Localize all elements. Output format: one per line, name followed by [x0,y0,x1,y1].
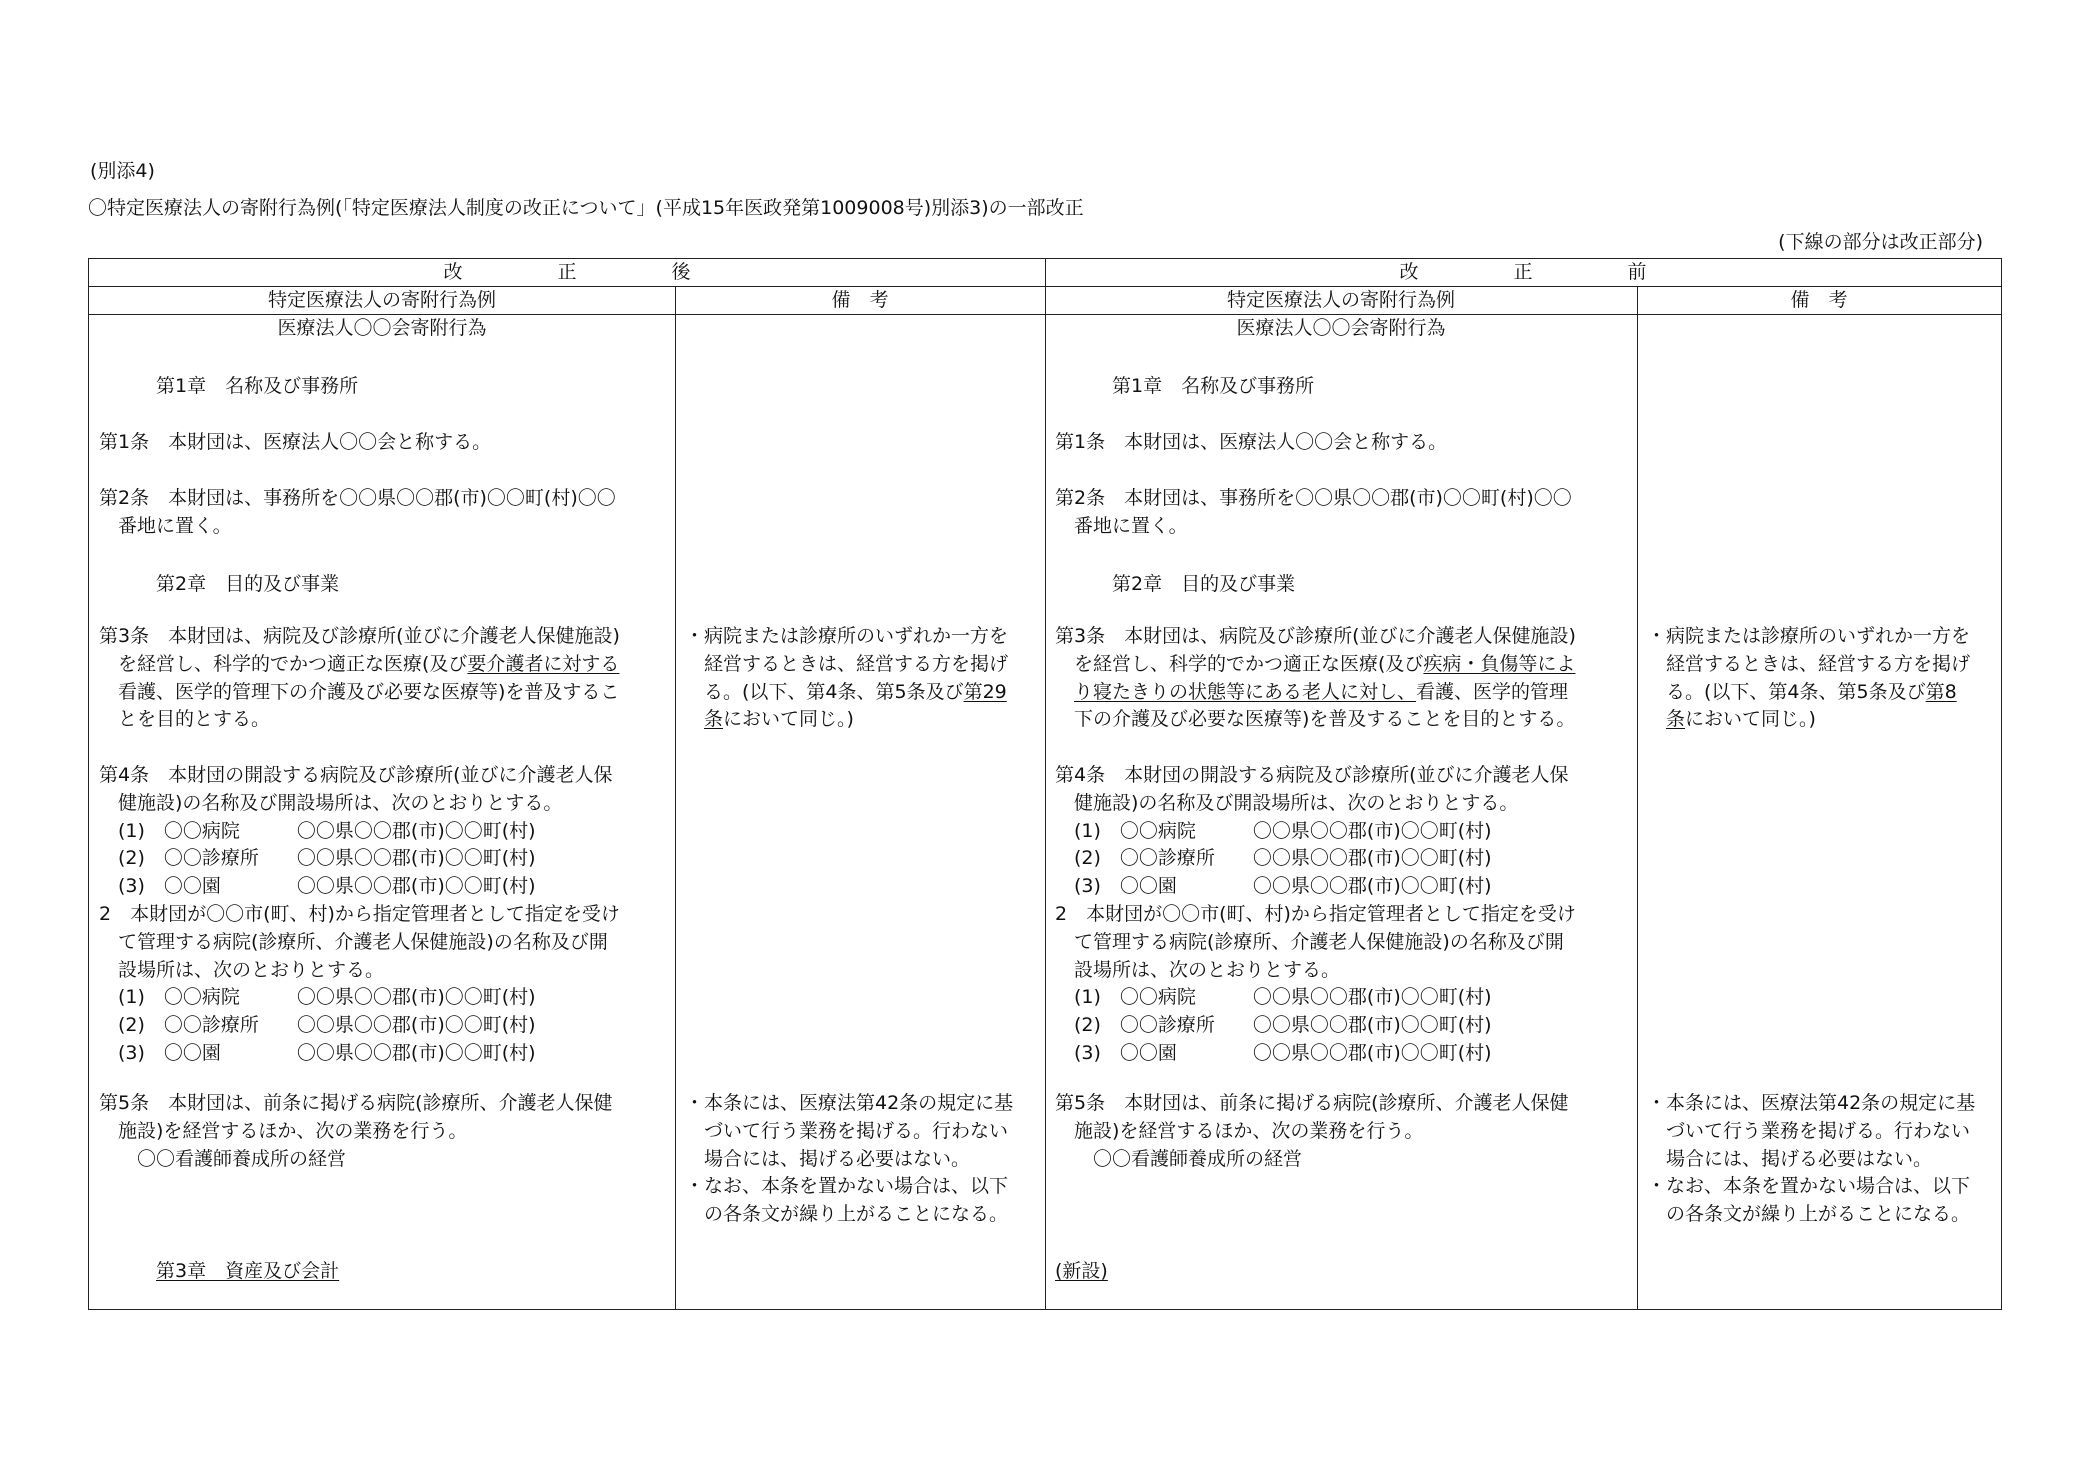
text-line [99,817,536,845]
text-line [1055,789,1518,817]
column-divider [1045,259,1046,1309]
amended-text: 第29 [963,680,1007,703]
text-segment: 第5条 本財団は、前条に掲げる病院(診療所、介護老人保健 [1055,1092,1569,1114]
text-segment: ・病院または診療所のいずれか一方を [1647,625,1971,647]
text-line [99,844,536,872]
attachment-label: (別添4) [90,160,155,182]
text-line [685,678,1007,706]
header-before: 改 正 前 [1399,261,1647,283]
text-line [1055,844,1492,872]
text-segment: 第2条 本財団は、事務所を〇〇県〇〇郡(市)〇〇町(村)〇〇 [99,487,616,509]
text-segment: 看護、医学的管理下の介護及び必要な医療等)を普及するこ [99,680,620,703]
text-line [1055,678,1568,706]
text-line [1647,1089,1975,1117]
text-segment: る。(以下、第4条、第5条及び [1647,680,1926,703]
text-segment: ・なお、本条を置かない場合は、以下 [1647,1175,1971,1198]
text-line [1647,650,1970,678]
text-line [99,428,491,456]
text-line [1055,928,1564,956]
text-segment: (2) 〇〇診療所 〇〇県〇〇郡(市)〇〇町(村) [99,847,536,870]
text-line [1055,1257,1108,1285]
text-line [99,983,536,1011]
text-line [685,650,1008,678]
text-line [685,1172,1008,1200]
text-line [99,484,616,512]
text-segment: 第3条 本財団は、病院及び診療所(並びに介護老人保健施設) [99,625,620,647]
underline-note: (下線の部分は改正部分) [1778,231,1983,253]
text-line [99,1089,613,1117]
text-line [1055,1011,1492,1039]
text-segment: を経営し、科学的でかつ適正な医療(及び [1055,652,1424,675]
amended-text: 要介護者に対する [467,652,620,675]
text-line [89,314,675,342]
text-segment [1055,681,1074,703]
text-segment: 第1条 本財団は、医療法人〇〇会と称する。 [99,431,492,453]
text-line [99,372,358,400]
header-before-remarks: 備 考 [1790,289,1848,311]
text-segment: 第5条 本財団は、前条に掲げる病院(診療所、介護老人保健 [99,1092,613,1114]
text-segment: 2 本財団が〇〇市(町、村)から指定管理者として指定を受け [1055,903,1576,925]
text-segment: (3) 〇〇園 〇〇県〇〇郡(市)〇〇町(村) [99,875,536,898]
text-line [1055,872,1492,900]
text-line [1055,1089,1569,1117]
header-after-remarks: 備 考 [831,289,889,311]
text-segment: 第2章 目的及び事業 [99,573,340,595]
text-segment: 第2条 本財団は、事務所を〇〇県〇〇郡(市)〇〇町(村)〇〇 [1055,487,1572,509]
text-segment: (3) 〇〇園 〇〇県〇〇郡(市)〇〇町(村) [1055,1042,1492,1064]
text-segment: (1) 〇〇病院 〇〇県〇〇郡(市)〇〇町(村) [1055,986,1492,1009]
text-segment: 番地に置く。 [99,514,232,537]
comparison-table [88,258,2002,1310]
text-line [99,705,270,733]
text-line [1055,1039,1492,1067]
amended-text: 第3章 資産及び会計 [156,1260,340,1282]
text-segment: (1) 〇〇病院 〇〇県〇〇郡(市)〇〇町(村) [99,986,536,1009]
text-line [1647,1200,1970,1228]
text-segment: ・本条には、医療法第42条の規定に基 [1647,1092,1976,1114]
text-line [99,1145,346,1173]
text-line [99,1117,467,1145]
text-line [685,1117,1008,1145]
header-after: 改 正 後 [443,261,691,283]
text-segment: (1) 〇〇病院 〇〇県〇〇郡(市)〇〇町(村) [99,819,536,842]
text-line [685,622,1008,650]
text-line [685,705,854,733]
text-segment: 番地に置く。 [1055,514,1188,537]
text-line [1647,1117,1970,1145]
text-segment: 医療法人〇〇会寄附行為 [277,317,487,339]
text-segment: ・病院または診療所のいずれか一方を [685,625,1009,647]
text-segment: (1) 〇〇病院 〇〇県〇〇郡(市)〇〇町(村) [1055,819,1492,842]
text-segment: 第1章 名称及び事務所 [99,375,359,397]
text-segment: 経営するときは、経営する方を掲げ [685,652,1009,675]
text-line [1647,1172,1970,1200]
text-segment: 施設)を経営するほか、次の業務を行う。 [99,1119,468,1142]
text-line [1055,761,1569,789]
text-segment: の各条文が繰り上がることになる。 [685,1203,1009,1226]
text-line [99,1257,339,1285]
text-line [1055,1117,1423,1145]
text-line [1647,705,1816,733]
text-segment: 〇〇看護師養成所の経営 [1055,1147,1303,1170]
text-segment: ・なお、本条を置かない場合は、以下 [685,1175,1009,1198]
text-segment: (3) 〇〇園 〇〇県〇〇郡(市)〇〇町(村) [1055,875,1492,898]
text-segment: 第1章 名称及び事務所 [1055,375,1315,397]
text-segment: づいて行う業務を掲げる。行わない [1647,1119,1971,1142]
text-segment: 健施設)の名称及び開設場所は、次のとおりとする。 [99,791,563,814]
text-line [1647,622,1970,650]
text-line [99,512,232,540]
text-line [685,1089,1013,1117]
header-before-example: 特定医療法人の寄附行為例 [1226,289,1455,311]
text-line [1055,650,1575,678]
text-line [1055,512,1188,540]
text-segment: (2) 〇〇診療所 〇〇県〇〇郡(市)〇〇町(村) [99,1014,536,1037]
text-segment: を経営し、科学的でかつ適正な医療(及び [99,652,468,675]
text-line [1055,705,1575,733]
text-segment: 第2章 目的及び事業 [1055,573,1296,595]
text-segment: 経営するときは、経営する方を掲げ [1647,652,1971,675]
text-line [99,622,620,650]
text-line [685,1145,970,1173]
text-line [1647,1145,1932,1173]
text-line [685,1200,1008,1228]
amended-text: 疾病・負傷等によ [1423,652,1576,675]
text-segment: て管理する病院(診療所、介護老人保健施設)の名称及び開 [99,930,608,953]
text-line [99,570,339,598]
text-segment: 設場所は、次のとおりとする。 [99,958,385,981]
text-line [1055,900,1576,928]
text-line [99,650,619,678]
text-segment: ・本条には、医療法第42条の規定に基 [685,1092,1014,1114]
text-segment: 場合には、掲げる必要はない。 [685,1147,971,1170]
text-line [1055,372,1314,400]
text-segment: (3) 〇〇園 〇〇県〇〇郡(市)〇〇町(村) [99,1042,536,1064]
text-segment: (2) 〇〇診療所 〇〇県〇〇郡(市)〇〇町(村) [1055,847,1492,870]
text-segment: る。(以下、第4条、第5条及び [685,680,964,703]
text-line [99,956,384,984]
text-line [99,900,620,928]
text-line [1055,428,1447,456]
text-line [1045,314,1637,342]
document-title: 〇特定医療法人の寄附行為例(「特定医療法人制度の改正について」(平成15年医政発第1009008号)別添3)の一部改正 [88,197,1084,219]
amended-text: 条 [704,708,724,731]
text-segment: 第4条 本財団の開設する病院及び診療所(並びに介護老人保 [1055,764,1569,786]
amended-text: 条 [1666,708,1686,731]
text-segment: (2) 〇〇診療所 〇〇県〇〇郡(市)〇〇町(村) [1055,1014,1492,1037]
text-line [1055,983,1492,1011]
text-segment: の各条文が繰り上がることになる。 [1647,1203,1971,1226]
text-segment: 健施設)の名称及び開設場所は、次のとおりとする。 [1055,791,1519,814]
text-line [1055,570,1295,598]
text-segment: 医療法人〇〇会寄附行為 [1236,317,1446,339]
text-line [1055,484,1572,512]
text-segment: 第3条 本財団は、病院及び診療所(並びに介護老人保健施設) [1055,625,1576,647]
amended-text: 第8 [1925,680,1957,703]
column-divider [1637,286,1638,1309]
text-segment: 場合には、掲げる必要はない。 [1647,1147,1933,1170]
text-line [99,1011,536,1039]
text-segment: において同じ。) [1685,708,1816,731]
column-divider [675,286,676,1309]
text-line [1055,1145,1302,1173]
text-line [1647,678,1957,706]
text-segment: て管理する病院(診療所、介護老人保健施設)の名称及び開 [1055,930,1564,953]
text-segment: 下の介護及び必要な医療等)を普及することを目的とする。 [1055,708,1576,731]
amended-text: り寝たきりの状態等にある老人に対し、 [1074,680,1417,703]
text-segment: 第1条 本財団は、医療法人〇〇会と称する。 [1055,431,1448,453]
amended-text: (新設) [1055,1260,1108,1282]
text-line [99,761,613,789]
text-segment [99,1260,156,1282]
text-segment: において同じ。) [723,708,854,731]
text-line [99,872,536,900]
text-segment [685,708,704,730]
text-segment: 設場所は、次のとおりとする。 [1055,958,1341,981]
text-line [1055,956,1340,984]
text-segment: 2 本財団が〇〇市(町、村)から指定管理者として指定を受け [99,903,620,925]
text-segment: とを目的とする。 [99,708,271,731]
header-after-example: 特定医療法人の寄附行為例 [267,289,496,311]
text-segment: 第4条 本財団の開設する病院及び診療所(並びに介護老人保 [99,764,613,786]
text-line [99,678,619,706]
text-segment [1647,708,1666,730]
text-line [1055,622,1576,650]
text-line [99,789,562,817]
text-line [99,928,608,956]
text-segment: づいて行う業務を掲げる。行わない [685,1119,1009,1142]
text-segment: 看護、医学的管理 [1416,680,1569,703]
text-segment: 施設)を経営するほか、次の業務を行う。 [1055,1119,1424,1142]
text-line [99,1039,536,1067]
text-segment: 〇〇看護師養成所の経営 [99,1147,347,1170]
text-line [1055,817,1492,845]
